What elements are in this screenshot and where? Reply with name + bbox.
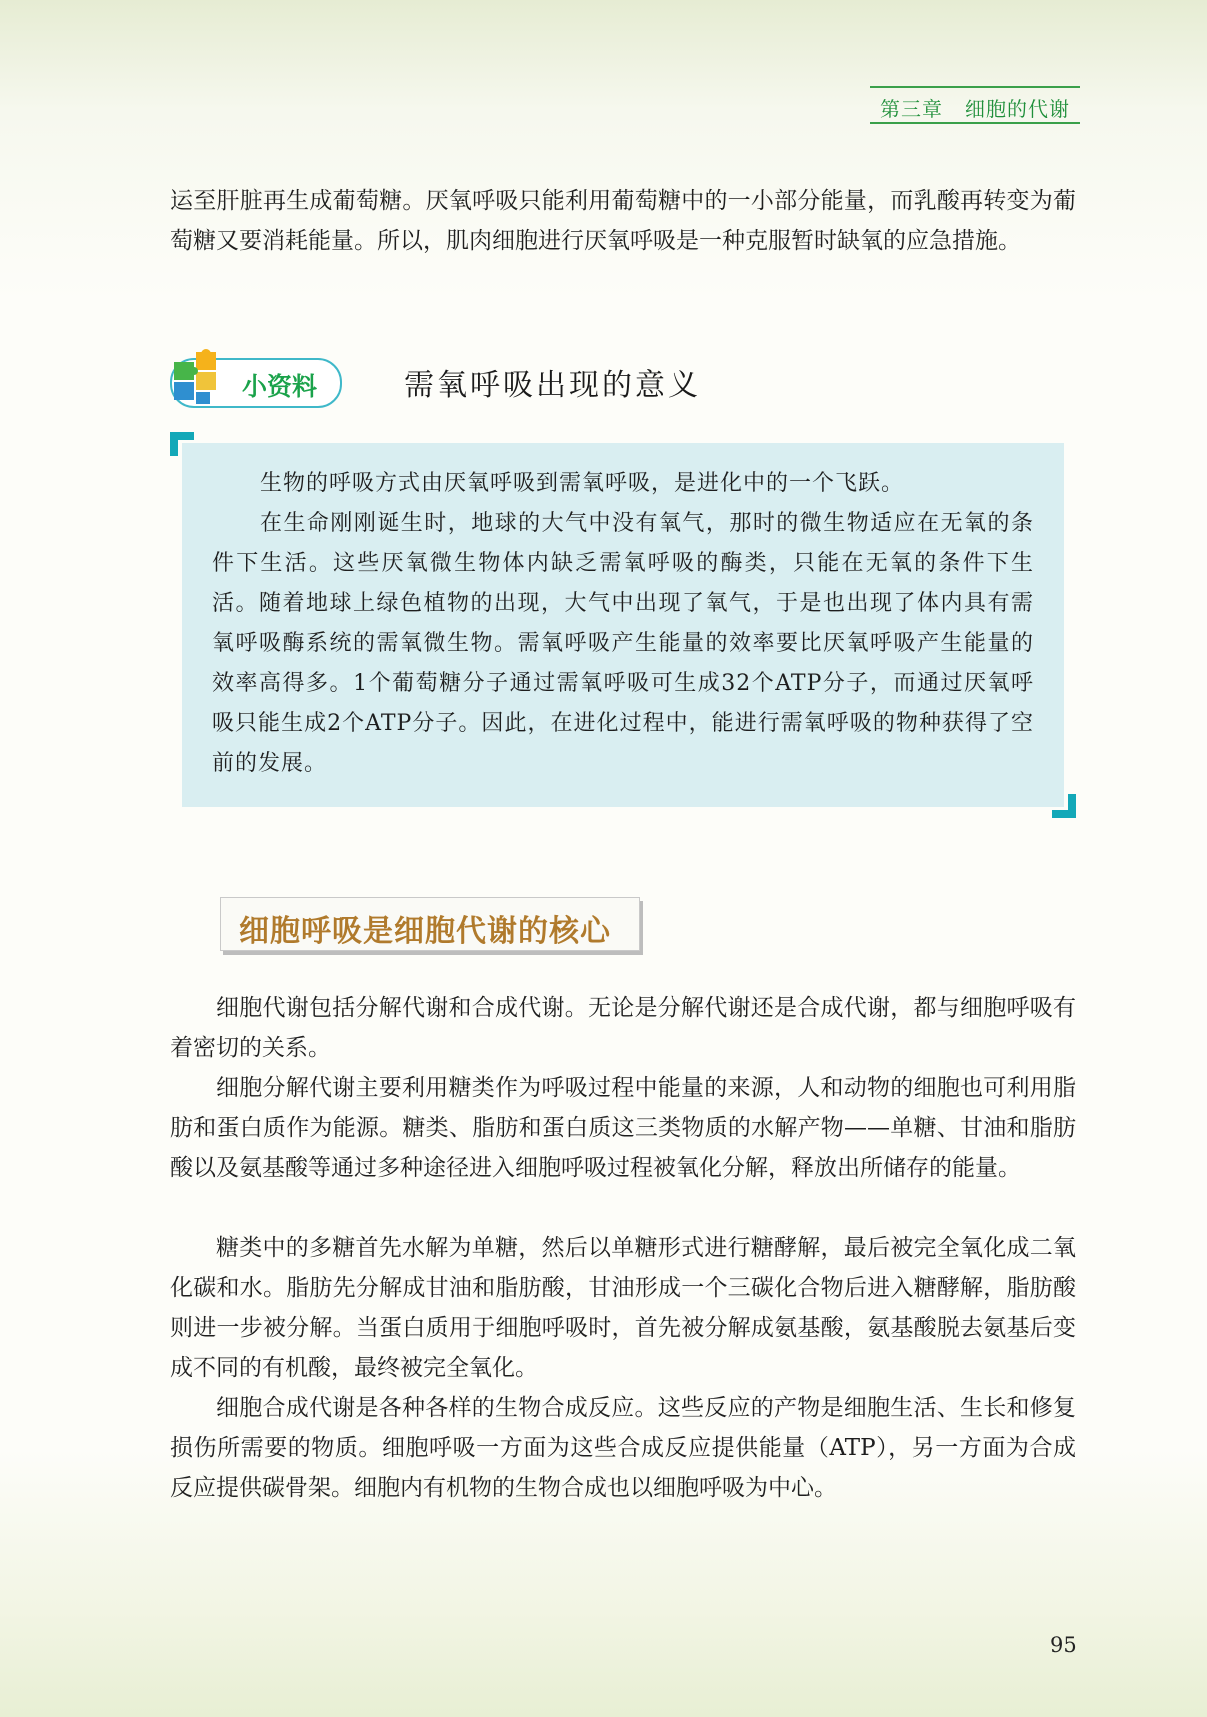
section-paragraph-4: 细胞合成代谢是各种各样的生物合成反应。这些反应的产物是细胞生活、生长和修复损伤所需要的物质。细胞呼吸一方面为这些合成反应提供能量（ATP），另一方面为合成反应提供碳骨架。细胞内有机物的生物合成也以细胞呼吸为中心。: [170, 1395, 1076, 1501]
sidebar-paragraph-2: 在生命刚刚诞生时，地球的大气中没有氧气，那时的微生物适应在无氧的条件下生活。这些厌氧微生物体内缺乏需氧呼吸的酶类，只能在无氧的条件下生活。随着地球上绿色植物的出现，大气中出现了氧气，于是也出现了体内具有需氧呼吸酶系统的需氧微生物。需氧呼吸产生能量的效率要比厌氧呼吸产生能量的效率高得多。1个葡萄糖分子通过需氧呼吸可生成32个ATP分子，而通过厌氧呼吸只能生成2个ATP分子。因此，在进化过程中，能进行需氧呼吸的物种获得了空前的发展。: [212, 511, 1034, 776]
intro-paragraph: 运至肝脏再生成葡萄糖。厌氧呼吸只能利用葡萄糖中的一小部分能量，而乳酸再转变为葡萄糖又要消耗能量。所以，肌肉细胞进行厌氧呼吸是一种克服暂时缺氧的应急措施。: [170, 188, 1076, 254]
section-paragraph-2: 细胞分解代谢主要利用糖类作为呼吸过程中能量的来源，人和动物的细胞也可利用脂肪和蛋白质作为能源。糖类、脂肪和蛋白质这三类物质的水解产物——单糖、甘油和脂肪酸以及氨基酸等通过多种途径进入细胞呼吸过程被氧化分解，释放出所储存的能量。: [170, 1075, 1076, 1181]
chapter-header: [870, 84, 1080, 126]
header-rule-top: [870, 86, 1080, 88]
chapter-number: 第三章: [879, 97, 943, 121]
box-corner-bottom-right: [1052, 794, 1076, 818]
page-number: 95: [1050, 1633, 1077, 1657]
sidebar-title: 需氧呼吸出现的意义: [404, 368, 701, 403]
section-paragraph-1: 细胞代谢包括分解代谢和合成代谢。无论是分解代谢还是合成代谢，都与细胞呼吸有着密切的关系。: [170, 995, 1076, 1061]
chapter-title: 细胞的代谢: [965, 97, 1071, 121]
chapter-header-text: [870, 93, 1080, 122]
section-paragraph-3: 糖类中的多糖首先水解为单糖，然后以单糖形式进行糖酵解，最后被完全氧化成二氧化碳和水。脂肪先分解成甘油和脂肪酸，甘油形成一个三碳化合物后进入糖酵解，脂肪酸则进一步被分解。当蛋白质用于细胞呼吸时，首先被分解成氨基酸，氨基酸脱去氨基后变成不同的有机酸，最终被完全氧化。: [170, 1235, 1076, 1381]
sidebar-paragraph-1: 生物的呼吸方式由厌氧呼吸到需氧呼吸，是进化中的一个飞跃。: [260, 471, 905, 496]
info-tag: [170, 358, 342, 408]
section-heading: [220, 897, 640, 951]
puzzle-icon: [166, 348, 230, 410]
box-corner-top-left: [170, 432, 194, 456]
section-heading-text: 细胞呼吸是细胞代谢的核心: [239, 914, 611, 949]
info-tag-label: 小资料: [242, 372, 318, 401]
header-rule-bottom: [870, 122, 1080, 124]
